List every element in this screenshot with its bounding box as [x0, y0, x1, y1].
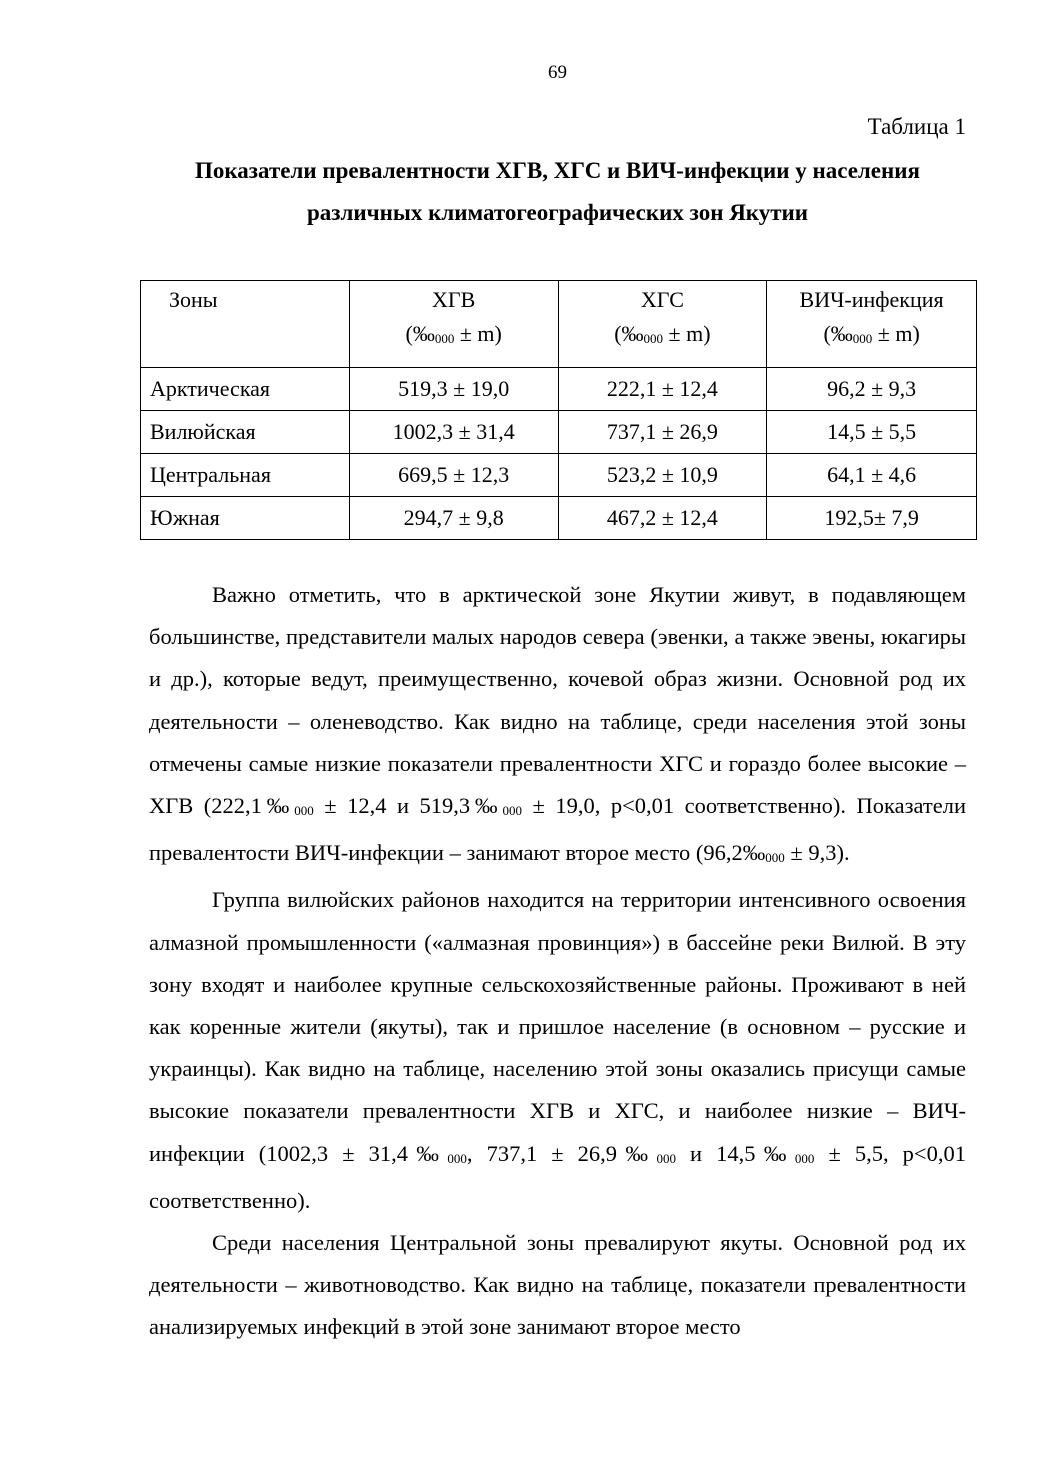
- header-hbv-label: ХГВ: [432, 287, 476, 312]
- zone-cell: Южная: [141, 497, 350, 540]
- table-row: [141, 497, 977, 540]
- header-hiv: [767, 281, 977, 368]
- paragraph-central: Среди населения Центральной зоны превалируют якуты. Основной род их деятельности – животноводство. Как видно на таблице, показатели превалентности анализируемых инфекций в этой зоне занимают второе место: [149, 1230, 966, 1340]
- header-hcv: [558, 281, 767, 368]
- table-title: Показатели превалентности ХГВ, ХГС и ВИЧ-инфекции у населения различных климатогеографических зон Якутии: [195, 158, 920, 225]
- header-hbv: [349, 281, 558, 368]
- hcv-cell: 737,1 ± 26,9: [558, 411, 767, 454]
- hcv-cell: 467,2 ± 12,4: [558, 497, 767, 540]
- header-hbv-unit: (‰000 ± m): [405, 321, 502, 346]
- prevalence-table: [140, 280, 977, 540]
- hbv-cell: 519,3 ± 19,0: [349, 368, 558, 411]
- table-row: [141, 411, 977, 454]
- page-number: 69: [548, 62, 567, 83]
- hiv-cell: 14,5 ± 5,5: [767, 411, 977, 454]
- zone-cell: Вилюйская: [141, 411, 350, 454]
- hbv-cell: 294,7 ± 9,8: [349, 497, 558, 540]
- table-label: Таблица 1: [867, 114, 966, 139]
- zone-cell: Центральная: [141, 454, 350, 497]
- hiv-cell: 96,2 ± 9,3: [767, 368, 977, 411]
- zone-cell: Арктическая: [141, 368, 350, 411]
- hbv-cell: 1002,3 ± 31,4: [349, 411, 558, 454]
- header-hiv-unit: (‰000 ± m): [823, 321, 920, 346]
- table-header-row: [141, 281, 977, 368]
- header-hcv-unit: (‰000 ± m): [614, 321, 711, 346]
- hcv-cell: 523,2 ± 10,9: [558, 454, 767, 497]
- header-hcv-label: ХГС: [640, 287, 684, 312]
- paragraph-vilyuy: Группа вилюйских районов находится на территории интенсивного освоения алмазной промышленности («алмазная провинция») в бассейне реки Вилюй. В эту зону входят и наиболее крупные сельскохозяйственные районы. Проживают в ней как коренные жители (якуты), так и пришлое население (в основном – русские и украинцы). Как видно на таблице, населению этой зоны оказались присущи самые высокие показатели превалентности ХГВ и ХГС, и наиболее низкие – ВИЧ-инфекции (1002,3 ± 31,4‰000, 737,1 ± 26,9‰000 и 14,5‰000 ± 5,5, р<0,01 соответственно).: [149, 887, 966, 1213]
- hiv-cell: 64,1 ± 4,6: [767, 454, 977, 497]
- hcv-cell: 222,1 ± 12,4: [558, 368, 767, 411]
- table-row: [141, 454, 977, 497]
- table-row: [141, 368, 977, 411]
- hiv-cell: 192,5± 7,9: [767, 497, 977, 540]
- header-zones: Зоны: [141, 281, 350, 368]
- paragraph-arctic: Важно отметить, что в арктической зоне Якутии живут, в подавляющем большинстве, представители малых народов севера (эвенки, а также эвены, юкагиры и др.), которые ведут, преимущественно, кочевой образ жизни. Основной род их деятельности – оленеводство. Как видно на таблице, среди населения этой зоны отмечены самые низкие показатели превалентности ХГС и гораздо более высокие – ХГВ (222,1‰000 ± 12,4 и 519,3‰000 ± 19,0, р<0,01 соответственно). Показатели превалентости ВИЧ-инфекции – занимают второе место (96,2‰000 ± 9,3).: [149, 582, 966, 866]
- body-text: [149, 574, 966, 1349]
- header-hiv-label: ВИЧ-инфекция: [799, 287, 944, 312]
- hbv-cell: 669,5 ± 12,3: [349, 454, 558, 497]
